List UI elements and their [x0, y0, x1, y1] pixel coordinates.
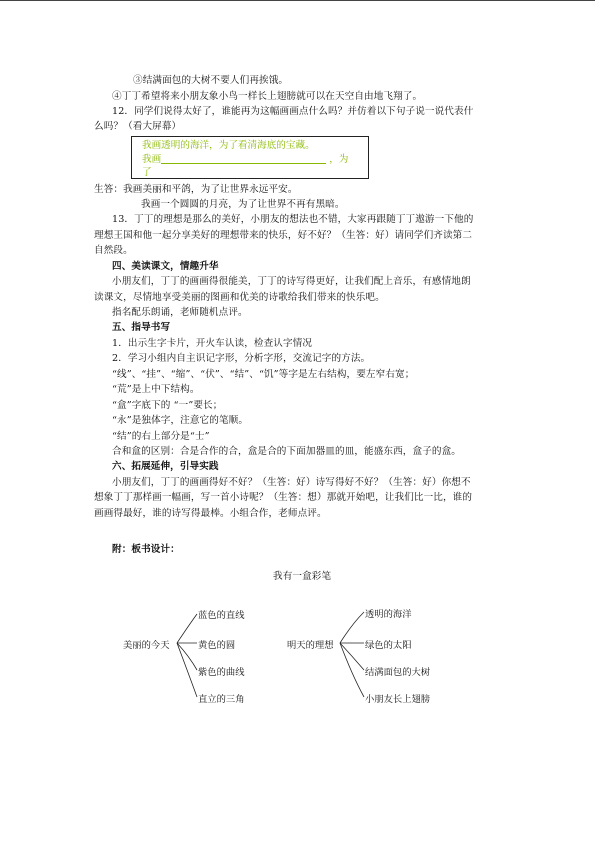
- branch-line: [177, 643, 197, 697]
- board-left-item: 紫色的曲线: [198, 667, 245, 678]
- text-line: 自然段。: [94, 245, 133, 256]
- board-left-item: 直立的三角: [198, 694, 245, 705]
- board-title: 我有一盒彩笔: [273, 571, 332, 582]
- text-line: ③结满面包的大树不要人们再挨饿。: [133, 75, 289, 86]
- board-left-item: 黄色的圆: [198, 640, 236, 651]
- box-line-1: 我画透明的海洋，为了看清海底的宝藏。: [142, 140, 315, 151]
- text-line: 么吗？（看大屏幕）: [94, 121, 182, 132]
- section-heading-6: 六、拓展延伸，引导实践: [112, 461, 219, 472]
- text-line: “线”、“挂”、“缩”、“伏”、“结”、“饥”等字是左右结构，要左窄右宽；: [112, 369, 415, 380]
- board-right-root: 明天的理想: [287, 640, 334, 651]
- branch-line: [177, 614, 197, 643]
- text-line: 1．出示生字卡片，开火车认读，检查认字情况: [112, 338, 313, 349]
- text-line: 画画得最好，谁的诗写得最棒。小组合作，老师点评。: [94, 508, 327, 519]
- text-line: 理想王国和他一起分享美好的理想带来的快乐，好不好？（生答：好）请同学们齐读第二: [94, 230, 473, 241]
- box-line-2-start: 我画: [142, 154, 162, 165]
- text-line: “结”的右上部分是“士”: [112, 431, 210, 442]
- text-line: 我画一个圆圆的月亮，为了让世界不再有黑暗。: [141, 199, 345, 210]
- section-heading-4: 四、美读课文，情趣升华: [112, 261, 219, 272]
- text-line: 想象丁丁那样画一幅画，写一首小诗呢？（生答：想）那就开始吧，让我们比一比，谁的: [94, 492, 473, 503]
- text-line: 生答：我画美丽和平鸽，为了让世界永远平安。: [94, 184, 298, 195]
- text-line: ④丁丁希望将来小朋友象小鸟一样长上翅膀就可以在天空自由地飞翔了。: [112, 91, 423, 102]
- text-line: 合和盒的区别：合是合作的合，盒是合的下面加器皿的皿，能盛东西，盒子的盒。: [112, 446, 461, 457]
- branch-line: [340, 612, 364, 643]
- text-line: “永”是独体字，注意它的笔顺。: [112, 415, 249, 426]
- text-line: 指名配乐朗诵，老师随机点评。: [112, 307, 248, 318]
- text-line: 12．同学们说得太好了，谁能再为这幅画画点什么吗？并仿着以下句子说一说代表什: [112, 106, 474, 117]
- text-line: 小朋友们，丁丁的画画得好不好？（生答：好）诗写得好不好？（生答：好）你想不: [112, 477, 471, 488]
- text-line: “荒”是上中下结构。: [112, 384, 200, 395]
- text-line: “盒”字底下的 “一”要长；: [112, 400, 223, 411]
- section-heading-5: 五、指导书写: [112, 322, 171, 333]
- branch-line: [340, 643, 364, 670]
- board-right-item: 绿色的太阳: [365, 640, 412, 651]
- attachment-heading: 附：板书设计：: [112, 544, 180, 555]
- box-line-2-end: ，为: [329, 154, 349, 165]
- board-left-item: 蓝色的直线: [198, 610, 245, 621]
- branch-line: [177, 643, 197, 670]
- text-line: 小朋友们，丁丁的画画得很能美，丁丁的诗写得更好，让我们配上音乐，有感情地朗: [112, 276, 471, 287]
- text-line: 读课文，尽情地享受美丽的图画和优美的诗歌给我们带来的快乐吧。: [94, 292, 385, 303]
- box-line-3: 了: [142, 167, 152, 178]
- board-right-item: 结满面包的大树: [365, 667, 431, 678]
- text-line: 2．学习小组内自主识记字形，分析字形，交流记字的方法。: [112, 353, 371, 364]
- board-left-root: 美丽的今天: [123, 640, 170, 651]
- text-line: 13．丁丁的理想是那么的美好，小朋友的想法也不错，大家再跟随丁丁遨游一下他的: [112, 214, 474, 225]
- board-right-item: 透明的海洋: [365, 609, 412, 620]
- branch-line: [340, 643, 364, 697]
- board-right-item: 小朋友长上翅膀: [365, 694, 431, 705]
